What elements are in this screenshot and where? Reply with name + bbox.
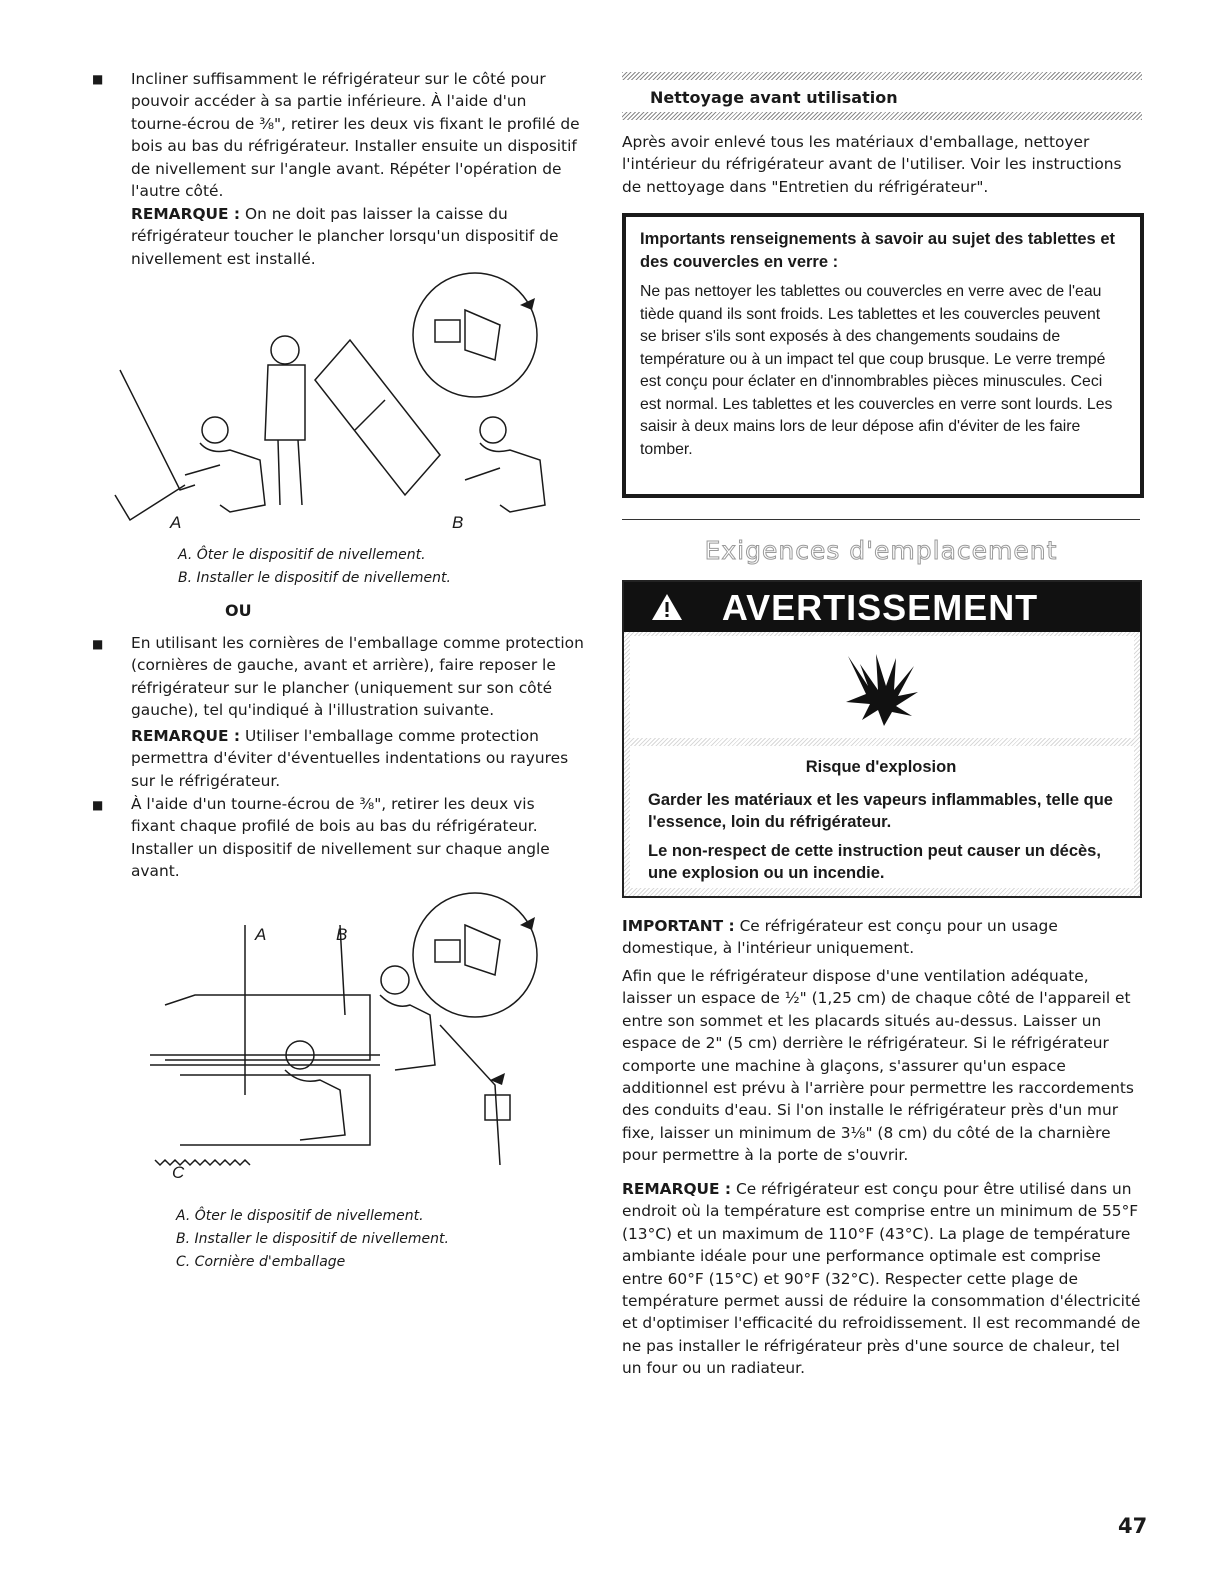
warning-consequence: Le non-respect de cette instruction peut causer un décès, une explosion ou un incendie. — [648, 842, 1101, 882]
section-divider-top — [622, 72, 1142, 80]
figure-label-a: A — [255, 925, 267, 944]
ventilation-requirements: Afin que le réfrigérateur dispose d'une ventilation adéquate, laisser un espace de ½" (1,25 cm) de chaque côté de l'appareil et entre son sommet et les placards situés au-dessus. Laisser un espace de 2" (5 cm) derrière le réfrigérateur. Si le réfrigérateur comporte une machine à glaçons, s'assurer qu'un espace additionnel est prévu à l'arrière pour permettre les raccordements des conduits d'eau. Si l'on installe le réfrigérateur près d'un mur fixe, laisser un minimum de 3⅛" (8 cm) du côté de la charnière pour permettre à la porte de s'ouvrir. — [622, 967, 1134, 1165]
note-label: REMARQUE : — [131, 727, 241, 745]
section-title-cleaning: Nettoyage avant utilisation — [650, 88, 898, 107]
figure-label-b: B — [452, 513, 464, 532]
cleaning-instructions: Après avoir enlevé tous les matériaux d'emballage, nettoyer l'intérieur du réfrigérateur avant de l'utiliser. Voir les instructions de nettoyage dans "Entretien du réfrigérateur". — [622, 133, 1122, 196]
important-text: Ce réfrigérateur est conçu pour un usage domestique, à l'intérieur uniquement. — [622, 917, 1058, 958]
or-separator: OU — [225, 601, 252, 620]
figure-caption-a: A. Ôter le dispositif de nivellement. — [176, 1208, 424, 1224]
warning-instruction: Garder les matériaux et les vapeurs inflammables, telle que l'essence, loin du réfrigérateur. — [648, 791, 1113, 831]
figure-caption-a: A. Ôter le dispositif de nivellement. — [178, 547, 426, 563]
explosion-icon — [840, 646, 924, 728]
figure-label-a: A — [170, 513, 182, 532]
figure-caption-b: B. Installer le dispositif de nivellement. — [176, 1231, 449, 1247]
instruction-tilt: Incliner suffisamment le réfrigérateur sur le côté pour pouvoir accéder à sa partie inférieure. À l'aide d'un tourne-écrou de ³⁄₈", retirer les deux vis fixant le profilé de bois au bas du réfrigérateur. Installer ensuite un dispositif de nivellement sur l'angle avant. Répéter l'opération de l'autre côté. — [131, 70, 580, 201]
note-level — [131, 203, 581, 270]
important-notice — [622, 915, 1122, 960]
bullet-marker: ■ — [92, 798, 104, 812]
bullet-marker: ■ — [92, 72, 104, 86]
risk-title: Risque d'explosion — [805, 758, 957, 776]
figure-caption-b: B. Installer le dispositif de nivellement. — [178, 570, 451, 586]
note-text: Utiliser l'emballage comme protection permettra d'éviter d'éventuelles indentations ou rayures sur le réfrigérateur. — [131, 727, 569, 790]
note-label: REMARQUE : — [131, 205, 241, 223]
note-label: REMARQUE : — [622, 1180, 732, 1198]
instruction-corner-protection: En utilisant les cornières de l'emballage comme protection (cornières de gauche, avant et arrière), faire reposer le réfrigérateur sur le plancher (uniquement sur son côté gauche), tel qu'indiqué à l'illustration suivante. — [131, 634, 584, 720]
heading-rule — [622, 519, 1140, 520]
bullet-marker: ■ — [92, 637, 104, 651]
note-protection — [131, 725, 586, 792]
section-divider-bottom — [622, 112, 1142, 120]
notice-title: Importants renseignements à savoir au sujet des tablettes et des couvercles en verre : — [640, 230, 1115, 271]
instruction-remove-screws: À l'aide d'un tourne-écrou de ³⁄₈", retirer les deux vis fixant chaque profilé de bois au bas du réfrigérateur. Installer un dispositif de nivellement sur chaque angle avant. — [131, 795, 550, 881]
important-label: IMPORTANT : — [622, 917, 735, 935]
figure-caption-c: C. Cornière d'emballage — [176, 1254, 346, 1270]
note-text: On ne doit pas laisser la caisse du réfrigérateur toucher le plancher lorsqu'un dispositif de nivellement est installé. — [131, 205, 559, 268]
figure-label-b: B — [336, 925, 348, 944]
note-text: Ce réfrigérateur est conçu pour être utilisé dans un endroit où la température est comprise entre un minimum de 55°F (13°C) et un maximum de 110°F (43°C). La plage de température ambiante idéale pour une performance optimale est comprise entre 60°F (15°C) et 90°F (32°C). Respecter cette plage de température permet aussi de réduire la consommation d'électricité et d'optimiser l'efficacité du refroidissement. Il est recommandé de ne pas installer le réfrigérateur près d'une source de chaleur, tel un four ou un radiateur. — [622, 1180, 1141, 1378]
warning-title: AVERTISSEMENT — [721, 587, 1039, 628]
temperature-note — [622, 1178, 1142, 1380]
notice-body: Ne pas nettoyer les tablettes ou couvercles en verre avec de l'eau tiède quand ils sont froids. Les tablettes et les couvercles peuvent se briser s'ils sont exposés à des changements soudains de température ou à un impact tel que coup brusque. Le verre trempé est conçu pour éclater en d'innombrables pièces minuscules. Ceci est normal. Les tablettes et les couvercles en verre sont lourds. Les saisir à deux mains lors de leur dépose afin d'éviter de les faire tomber. — [640, 283, 1113, 458]
location-requirements-heading: Exigences d'emplacement — [704, 536, 1058, 565]
leveling-illustration-1 — [100, 280, 570, 550]
leveling-illustration-2 — [140, 895, 560, 1175]
page-number: 47 — [1118, 1514, 1148, 1538]
figure-label-c: C — [172, 1163, 185, 1182]
